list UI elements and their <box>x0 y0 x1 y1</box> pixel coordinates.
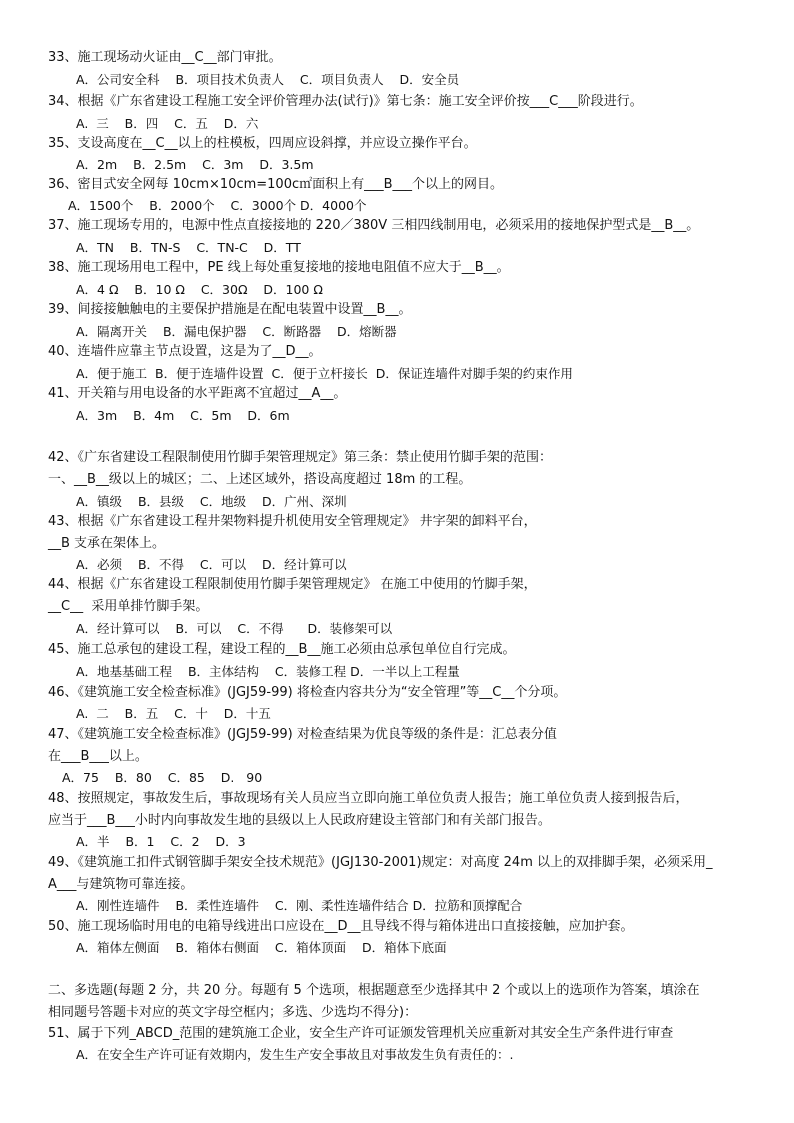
question-line: A___与建筑物可靠连接。 <box>48 877 194 892</box>
options-line: A．1500个 B．2000个 C．3000个 D．4000个 <box>68 198 367 213</box>
options-line: A．箱体左侧面 B．箱体右侧面 C．箱体顶面 D．箱体下底面 <box>76 940 447 955</box>
question-line: 37、施工现场专用的，电源中性点直接接地的 220／380V 三相四线制用电，必须采用的接地保护型式是__B__。 <box>48 218 700 233</box>
options-line: A．在安全生产许可证有效期内，发生生产安全事故且对事故发生负有责任的：. <box>76 1047 514 1062</box>
question-line: 34、根据《广东省建设工程施工安全评价管理办法(试行)》第七条：施工安全评价按___C___阶段进行。 <box>48 94 643 109</box>
question-line: 46、《建筑施工安全检查标准》(JGJ59-99) 将检查内容共分为“安全管理”等__C__个分项。 <box>48 685 567 700</box>
question-line: 51、属于下列_ABCD_范围的建筑施工企业，安全生产许可证颁发管理机关应重新对其安全生产条件进行审查 <box>48 1026 674 1041</box>
question-line: 38、施工现场用电工程中，PE 线上每处重复接地的接地电阻值不应大于__B__。 <box>48 260 510 275</box>
options-line: A．隔离开关 B．漏电保护器 C．断路器 D．熔断器 <box>76 324 397 339</box>
options-line: A．75 B．80 C．85 D. 90 <box>62 770 263 785</box>
question-line: __B 支承在架体上。 <box>48 536 166 551</box>
options-line: A. 三 B．四 C．五 D．六 <box>76 116 259 131</box>
options-line: A．2m B．2.5m C．3m D．3.5m <box>76 157 314 172</box>
question-line: 45、施工总承包的建设工程，建设工程的__B__施工必须由总承包单位自行完成。 <box>48 642 516 657</box>
options-line: A．TN B．TN-S C．TN-C D．TT <box>76 240 301 255</box>
options-line: A．地基基础工程 B．主体结构 C．装修工程 D．一半以上工程量 <box>76 664 460 679</box>
question-line: 40、连墙件应靠主节点设置，这是为了__D__。 <box>48 344 322 359</box>
question-line: 49、《建筑施工扣件式钢管脚手架安全技术规范》(JGJ130-2001)规定：对高度 24m 以上的双排脚手架，必须采用_ <box>48 855 713 870</box>
question-line: 一、__B__级以上的城区；二、上述区域外，搭设高度超过 18m 的工程。 <box>48 472 472 487</box>
question-line: 50、施工现场临时用电的电箱导线进出口应设在__D__且导线不得与箱体进出口直接接触，应加护套。 <box>48 919 634 934</box>
question-line: 44、根据《广东省建设工程限制使用竹脚手架管理规定》 在施工中使用的竹脚手架， <box>48 577 537 592</box>
options-line: A．半 B．1 C．2 D．3 <box>76 834 246 849</box>
options-line: A．必须 B．不得 C．可以 D．经计算可以 <box>76 557 347 572</box>
options-line: A．刚性连墙件 B．柔性连墙件 C．刚、柔性连墙件结合 D．拉筋和顶撑配合 <box>76 898 523 913</box>
options-line: A．3m B．4m C．5m D．6m <box>76 408 290 423</box>
options-line: A．经计算可以 B．可以 C．不得 D．装修架可以 <box>76 621 393 636</box>
options-line: A. 二 B．五 C．十 D．十五 <box>76 706 271 721</box>
options-line: A．4 Ω B．10 Ω C．30Ω D．100 Ω <box>76 282 323 297</box>
question-line: 35、支设高度在__C__以上的柱模板，四周应设斜撑，并应设立操作平台。 <box>48 136 477 151</box>
question-line: 41、开关箱与用电设备的水平距离不宜超过__A__。 <box>48 386 347 401</box>
question-line: 相同题号答题卡对应的英文字母空框内；多选、少选均不得分)： <box>48 1005 418 1020</box>
question-line: 47、《建筑施工安全检查标准》(JGJ59-99) 对检查结果为优良等级的条件是：汇总表分值 <box>48 727 557 742</box>
question-line: 二、多选题(每题 2 分，共 20 分。每题有 5 个选项，根据题意至少选择其中 2 个或以上的选项作为答案，填涂在 <box>48 983 700 998</box>
question-line: 43、根据《广东省建设工程井架物料提升机使用安全管理规定》 井字架的卸料平台， <box>48 514 537 529</box>
question-line: __C__ 采用单排竹脚手架。 <box>48 599 209 614</box>
options-line: A．便于施工 B．便于连墙件设置 C．便于立杆接长 D．保证连墙件对脚手架的约束作用 <box>76 366 573 381</box>
question-line: 应当于___B___小时内向事故发生地的县级以上人民政府建设主管部门和有关部门报告。 <box>48 813 551 828</box>
question-line: 在___B___以上。 <box>48 749 148 764</box>
question-line: 39、间接接触触电的主要保护措施是在配电装置中设置__B__。 <box>48 302 412 317</box>
question-line: 36、密目式安全网每 10cm×10cm=100c㎡面积上有___B___个以上的网目。 <box>48 177 504 192</box>
question-line: 33、施工现场动火证由__C__部门审批。 <box>48 50 282 65</box>
options-line: A．公司安全科 B．项目技术负责人 C．项目负责人 D．安全员 <box>76 72 460 87</box>
question-line: 48、按照规定，事故发生后，事故现场有关人员应当立即向施工单位负责人报告；施工单位负责人接到报告后， <box>48 791 689 806</box>
options-line: A．镇级 B．县级 C．地级 D．广州、深圳 <box>76 494 347 509</box>
question-line: 42、《广东省建设工程限制使用竹脚手架管理规定》第三条：禁止使用竹脚手架的范围： <box>48 450 553 465</box>
